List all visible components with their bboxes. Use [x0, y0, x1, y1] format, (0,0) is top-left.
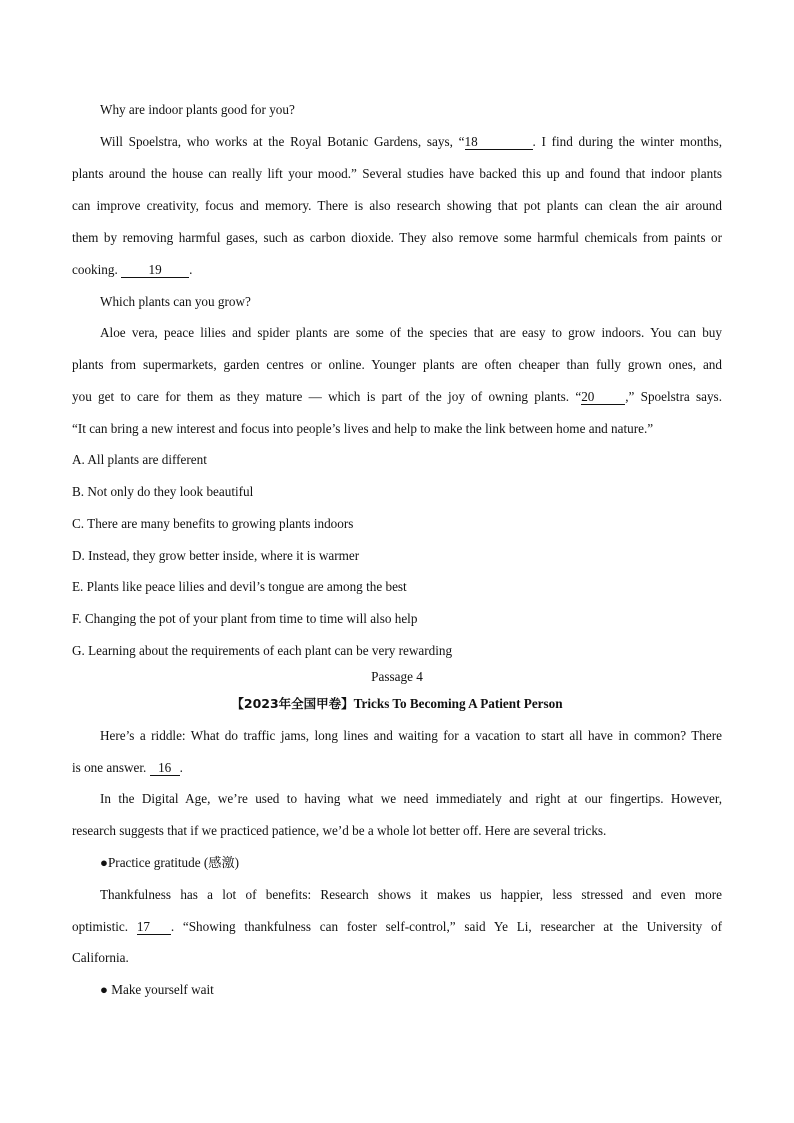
title-text: Tricks To Becoming A Patient Person — [353, 696, 563, 711]
answer-blank-19[interactable]: 19 — [121, 262, 189, 278]
option-g: G. Learning about the requirements of each plant can be very rewarding — [72, 643, 453, 658]
option-a: A. All plants are different — [72, 452, 207, 467]
text-segment: . — [179, 760, 183, 775]
answer-blank-17[interactable]: 17 — [137, 919, 171, 935]
option-d: D. Instead, they grow better inside, where it is warmer — [72, 548, 360, 563]
paragraph-line — [72, 260, 722, 280]
text-segment: Will Spoelstra, who works at the Royal Botanic Gardens, says, “ — [100, 134, 465, 149]
paragraph-line — [72, 387, 722, 407]
paragraph-line: California. — [72, 950, 129, 965]
paragraph-line: Here’s a riddle: What do traffic jams, long lines and waiting for a vacation to start all have in common? There — [100, 728, 722, 743]
option-b: B. Not only do they look beautiful — [72, 484, 254, 499]
text-segment: is one answer. — [72, 760, 150, 775]
passage-title — [0, 694, 794, 714]
title-source-tag: 【2023年全国甲卷】 — [231, 696, 354, 711]
bullet-make-yourself-wait: ● Make yourself wait — [100, 982, 214, 997]
paragraph-line: Thankfulness has a lot of benefits: Research shows it makes us happier, less stressed and even more — [100, 887, 722, 902]
text-segment: ,” Spoelstra says. — [625, 389, 722, 404]
paragraph-line: Aloe vera, peace lilies and spider plants are some of the species that are easy to grow indoors. You can buy — [100, 325, 722, 340]
paragraph-line: them by removing harmful gases, such as carbon dioxide. They also remove some harmful chemicals from paints or — [72, 230, 722, 245]
heading-which-plants: Which plants can you grow? — [100, 294, 251, 309]
text-segment: cooking. — [72, 262, 122, 277]
bullet-practice-gratitude: ●Practice gratitude (感激) — [100, 855, 240, 870]
option-c: C. There are many benefits to growing plants indoors — [72, 516, 354, 531]
paragraph-line — [72, 917, 722, 937]
paragraph-line — [100, 132, 722, 152]
paragraph-line: can improve creativity, focus and memory. There is also research showing that pot plants can clean the air around — [72, 198, 722, 213]
option-f: F. Changing the pot of your plant from time to time will also help — [72, 611, 418, 626]
paragraph-line: research suggests that if we practiced patience, we’d be a whole lot better off. Here are several tricks. — [72, 823, 607, 838]
answer-blank-20[interactable]: 20 — [581, 389, 625, 405]
paragraph-line — [72, 758, 722, 778]
answer-blank-18[interactable]: 18 — [465, 134, 533, 150]
paragraph-line: plants from supermarkets, garden centres or online. Younger plants are often cheaper than fully grown ones, and — [72, 357, 722, 372]
answer-blank-16[interactable]: 16 — [150, 760, 180, 776]
passage-label: Passage 4 — [371, 669, 423, 684]
text-segment: . — [189, 262, 193, 277]
paragraph-line: In the Digital Age, we’re used to having what we need immediately and right at our fingertips. However, — [100, 791, 722, 806]
heading-indoor-plants: Why are indoor plants good for you? — [100, 102, 295, 117]
paragraph-line: “It can bring a new interest and focus into people’s lives and help to make the link between home and nature.” — [72, 421, 654, 436]
option-e: E. Plants like peace lilies and devil’s tongue are among the best — [72, 579, 407, 594]
paragraph-line: plants around the house can really lift your mood.” Several studies have backed this up and found that indoor plants — [72, 166, 722, 181]
text-segment: optimistic. — [72, 919, 137, 934]
text-segment: . I find during the winter months, — [532, 134, 723, 149]
text-segment: you get to care for them as they mature — which is part of the joy of owning plants. “ — [72, 389, 582, 404]
text-segment: . “Showing thankfulness can foster self-control,” said Ye Li, researcher at the University of — [170, 919, 722, 934]
